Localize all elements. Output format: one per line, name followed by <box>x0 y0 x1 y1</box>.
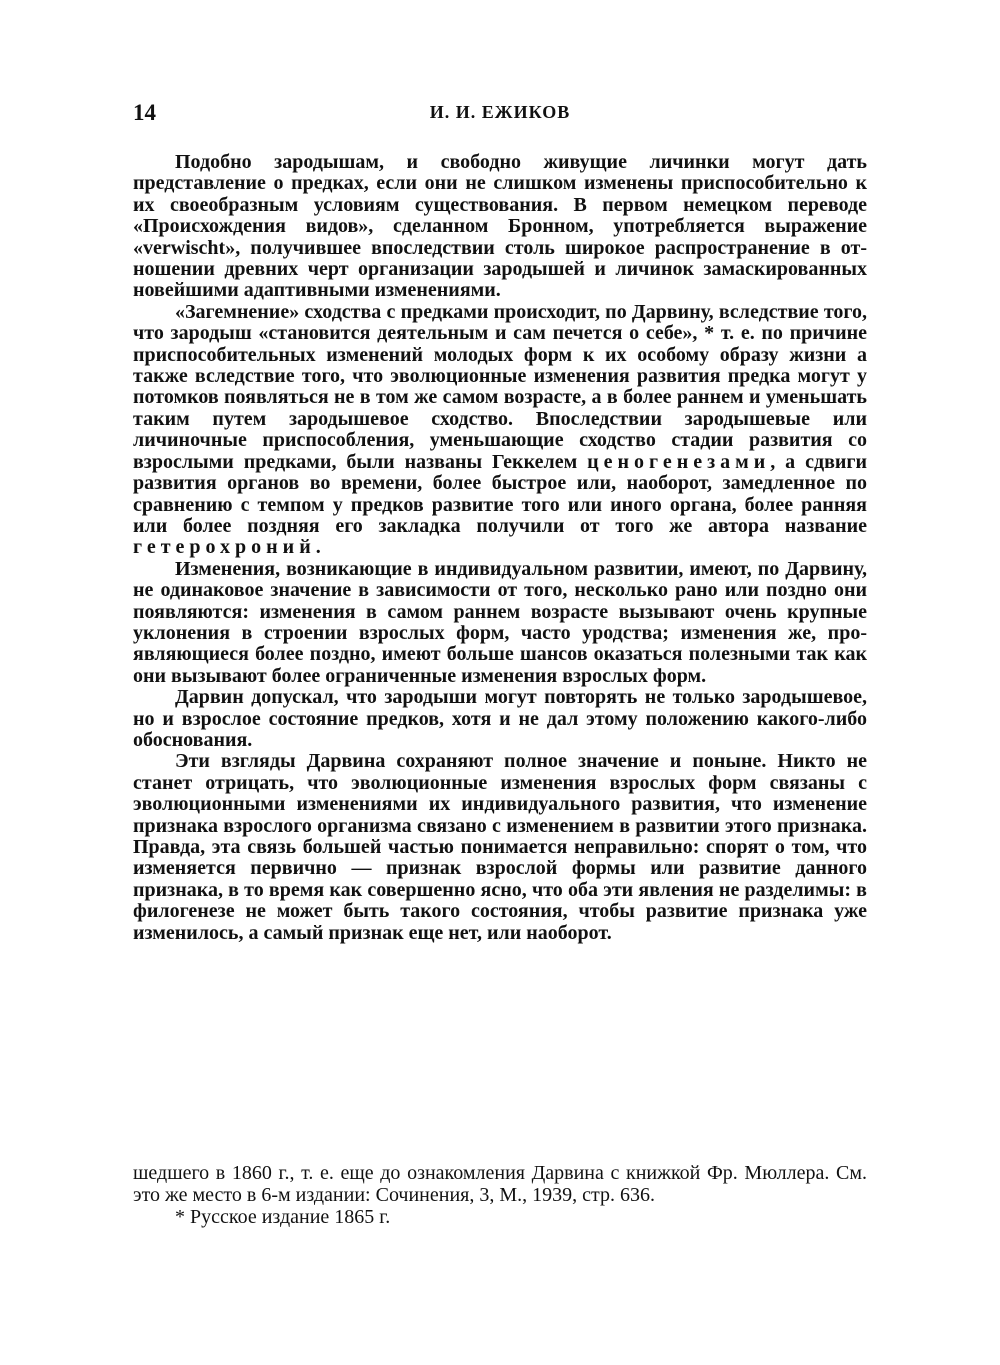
paragraph-with-terms <box>133 302 867 559</box>
paragraph: Дарвин допускал, что зародыши могут повторять не только зародышевое, но и взрослое состояние предков, хотя и не дал этому положению какого-либо обоснования. <box>133 686 867 751</box>
paragraph: Изменения, возникающие в индивидуальном развитии, имеют, по Дарвину, не одинаковое значение в зависимости от того, несколько рано или поздно они появляются: изменения в самом раннем возрасте вызывают очень крупные уклонения в строении взрослых форм, часто уродства; изменения же, проявляющиеся более поздно, имеют больше шансов оказаться полезными так как они вызывают более ограниченные изменения взрослых форм. <box>133 557 867 687</box>
paragraph: Эти взгляды Дарвина сохраняют полное значение и поныне. Никто не станет отрицать, что эволюционные изменения взрослых форм связаны с эволюционными изменениями их индивидуального развития, что изменение признака взрослого организма связано с изменением в развитии этого признака. Правда, эта связь большей частью понимается неправильно: спорят о том, что изменяется первично — признак взрослой формы или развитие данного признака, в то время как совершенно ясно, что оба эти явления не разделимы: в филогенезе не может быть такого состояния, чтобы развитие признака уже изменилось, а самый признак еще нет, или наоборот. <box>133 750 867 944</box>
paragraph: Подобно зародышам, и свободно живущие личинки могут дать представление о предках, если они не слишком изменены приспособительно к их своеобразным условиям существования. В первом немецком переводе «Происхождения видов», сделанном Бронном, употребляется выражение «verwischt», получившее впоследствии столь широкое распространение в отношении древних черт организации зародышей и личинок замаскированных новейшими адаптивными изменениями. <box>133 151 867 302</box>
footnote-continuation: шедшего в 1860 г., т. е. еще до ознакомления Дарвина с книжкой Фр. Мюллера. См. это же место в 6-м издании: Сочинения, 3, М., 1939, стр. 636. <box>133 1162 867 1206</box>
page-number: 14 <box>133 100 156 125</box>
term-heterochrony: гетерохроний <box>133 536 316 559</box>
paragraph-text: , а сдвиги развития органов во времени, более быстрое или, наоборот, замедленное по сравнению с темпом у предков развитие того или иного органа, более ранняя или более поздняя его закладка получили от того же автора название <box>133 450 867 537</box>
page-header <box>133 100 867 130</box>
paragraph-end: . <box>315 536 321 559</box>
paragraph-text: «Загемнение» сходства с предками происходит, по Дарвину, вследствие того, что зародыш «становится деятельным и сам печется о себе», * т. е. по причине приспособительных изменений молодых форм к их особому образу жизни а также вследствие того, что эволюционные изменения развития предка могут у потомков появляться не в том же самом возрасте, а в более раннем и уменьшать таким путем зародышевое сходство. Впоследствии зародышевые или личиночные приспособления, уменьшающие сходство стадии развития со взрослыми предками, были названы Геккелем <box>133 300 867 473</box>
running-title: И. И. ЕЖИКОВ <box>429 102 571 122</box>
term-cenogenesis: ценогенезами <box>587 450 771 473</box>
footnote: * Русское издание 1865 г. <box>175 1206 391 1228</box>
footnotes <box>133 1162 867 1228</box>
main-text <box>133 152 867 944</box>
